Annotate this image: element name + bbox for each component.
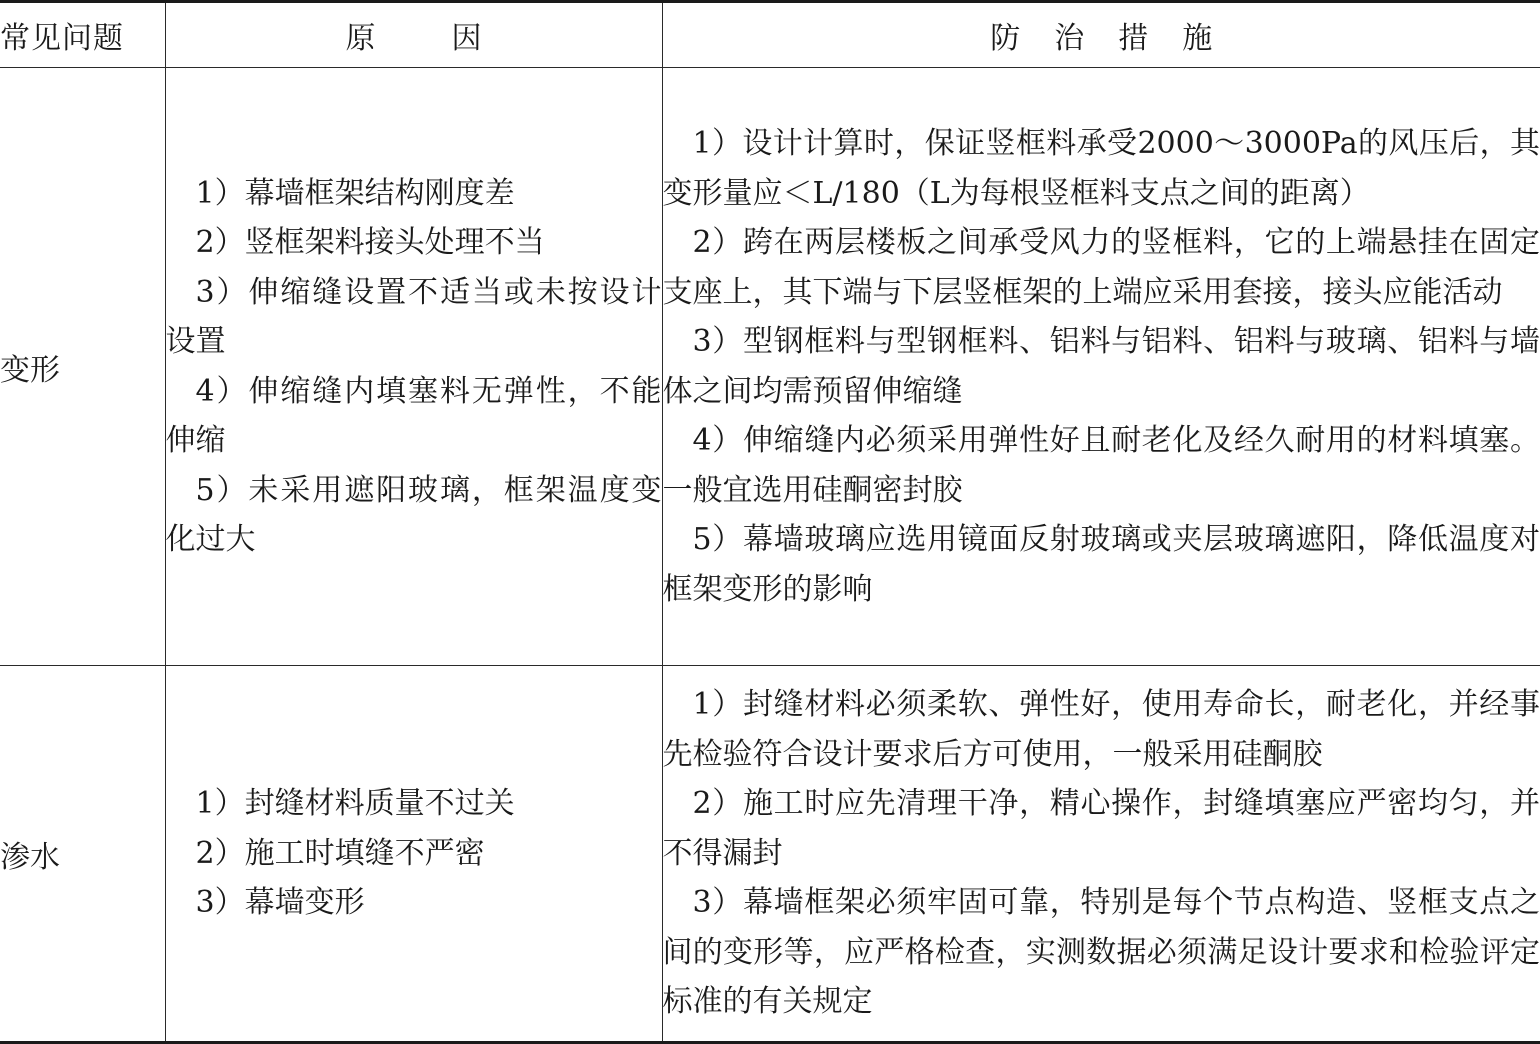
- cause-item: 3）幕墙变形: [195, 885, 365, 921]
- measure-cell: [662, 666, 1540, 1043]
- table-header: [0, 2, 1540, 68]
- cause-item: 1）封缝材料质量不过关: [195, 786, 515, 822]
- table-body: [0, 68, 1540, 1043]
- cause-item: 3）伸缩缝设置不适当或未按设计设置: [165, 274, 662, 359]
- cause-item: 2）竖框架料接头处理不当: [195, 225, 545, 260]
- measure-item: 2）施工时应先清理干净，精心操作，封缝填塞应严密均匀，并不得漏封: [662, 786, 1540, 871]
- cause-item: 5）未采用遮阳玻璃，框架温度变化过大: [165, 472, 662, 557]
- cause-cell: [165, 68, 662, 666]
- header-cause: 原因: [165, 2, 662, 68]
- cause-item: 4）伸缩缝内填塞料无弹性，不能伸缩: [165, 373, 662, 458]
- table-row-leakage: [0, 666, 1540, 1043]
- header-row: [0, 2, 1540, 68]
- header-problem: 常见问题: [0, 2, 165, 68]
- problem-cell: 渗水: [0, 666, 165, 1043]
- header-measure: 防治措施: [662, 2, 1540, 68]
- measure-item: 1）封缝材料必须柔软、弹性好，使用寿命长，耐老化，并经事先检验符合设计要求后方可使用，一般采用硅酮胶: [662, 687, 1540, 772]
- problem-cell: 变形: [0, 68, 165, 666]
- measure-item: 3）幕墙框架必须牢固可靠，特别是每个节点构造、竖框支点之间的变形等，应严格检查，实测数据必须满足设计要求和检验评定标准的有关规定: [662, 885, 1540, 1020]
- measure-cell: [662, 68, 1540, 666]
- cause-cell: [165, 666, 662, 1043]
- cause-item: 2）施工时填缝不严密: [195, 835, 485, 871]
- measure-item: 4）伸缩缝内必须采用弹性好且耐老化及经久耐用的材料填塞。一般宜选用硅酮密封胶: [662, 423, 1540, 508]
- table-row-deformation: [0, 68, 1540, 666]
- cause-item: 1）幕墙框架结构刚度差: [195, 175, 515, 211]
- measure-item: 3）型钢框料与型钢框料、铝料与铝料、铝料与玻璃、铝料与墙体之间均需预留伸缩缝: [662, 324, 1540, 409]
- measure-item: 5）幕墙玻璃应选用镜面反射玻璃或夹层玻璃遮阳，降低温度对框架变形的影响: [662, 522, 1540, 607]
- measure-item: 1）设计计算时，保证竖框料承受2000～3000Pa的风压后，其变形量应＜L/180（L为每根竖框料支点之间的距离）: [662, 126, 1540, 211]
- measure-item: 2）跨在两层楼板之间承受风力的竖框料，它的上端悬挂在固定支座上，其下端与下层竖框架的上端应采用套接，接头应能活动: [662, 225, 1540, 310]
